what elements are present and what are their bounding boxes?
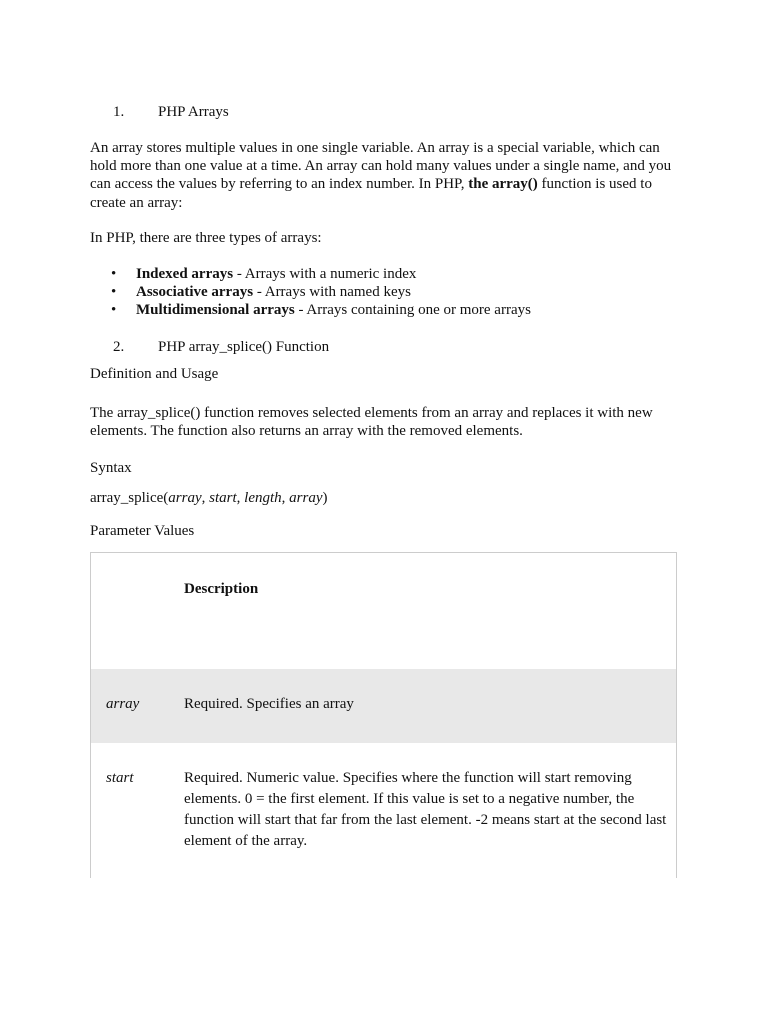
section-1-number: 1. — [113, 104, 125, 120]
syntax-line — [90, 489, 328, 507]
syntax-separator: , — [236, 490, 245, 506]
syntax-heading: Syntax — [90, 460, 132, 476]
parameter-table — [90, 552, 677, 878]
section-1-title: PHP Arrays — [158, 104, 229, 120]
array-types-list — [90, 265, 531, 320]
bullet-icon: • — [111, 266, 117, 282]
section-2-number: 2. — [113, 339, 125, 355]
syntax-separator: , — [281, 490, 290, 506]
list-item-term: Associative arrays — [136, 284, 254, 301]
definition-paragraph: The array_splice() function removes selected elements from an array and replaces it with new elements. The function also returns an array with the removed elements. — [90, 405, 653, 440]
list-item — [90, 301, 531, 319]
types-intro: In PHP, there are three types of arrays: — [90, 230, 322, 246]
param-description: Required. Numeric value. Specifies where the function will start removing elements. 0 = the first element. If this value is set to a negative number, the function will start that far from the last element. -2 means start at the second last element of the array. — [184, 770, 667, 849]
intro-text-after: function is used to create an array: — [90, 176, 652, 211]
list-item-desc: - Arrays containing one or more arrays — [294, 302, 531, 319]
list-item-desc: - Arrays with a numeric index — [233, 266, 417, 282]
param-description: Required. Specifies an array — [184, 696, 354, 712]
section-2-title: PHP array_splice() Function — [158, 339, 330, 355]
bullet-icon: • — [111, 302, 117, 319]
list-item — [90, 283, 531, 301]
syntax-param: start — [209, 490, 237, 506]
table-header-row — [91, 553, 676, 669]
syntax-suffix: ) — [322, 490, 328, 506]
syntax-param: array — [289, 490, 323, 506]
list-item-desc: - Arrays with named keys — [253, 284, 411, 301]
table-row — [91, 669, 676, 743]
definition-heading: Definition and Usage — [90, 366, 219, 382]
syntax-param: array — [168, 490, 202, 506]
list-item — [90, 265, 531, 283]
list-item-term: Indexed arrays — [136, 266, 234, 282]
syntax-prefix: array_splice( — [90, 490, 169, 506]
syntax-separator: , — [201, 490, 210, 506]
table-row — [91, 743, 676, 878]
syntax-param: length — [244, 490, 282, 506]
intro-paragraph — [90, 139, 680, 212]
parameter-values-heading: Parameter Values — [90, 523, 195, 539]
param-name: array — [106, 696, 140, 712]
param-name: start — [106, 770, 134, 786]
table-header-description: Description — [184, 581, 259, 597]
intro-bold-array-function: the array() — [468, 176, 538, 193]
intro-text-before: An array stores multiple values in one single variable. An array is a special variable, which can hold more than one value at a time. An array can hold many values under a single name, and you can access the values by referring to an index number. In PHP, — [90, 140, 672, 193]
list-item-term: Multidimensional arrays — [136, 302, 295, 319]
bullet-icon: • — [111, 284, 117, 301]
